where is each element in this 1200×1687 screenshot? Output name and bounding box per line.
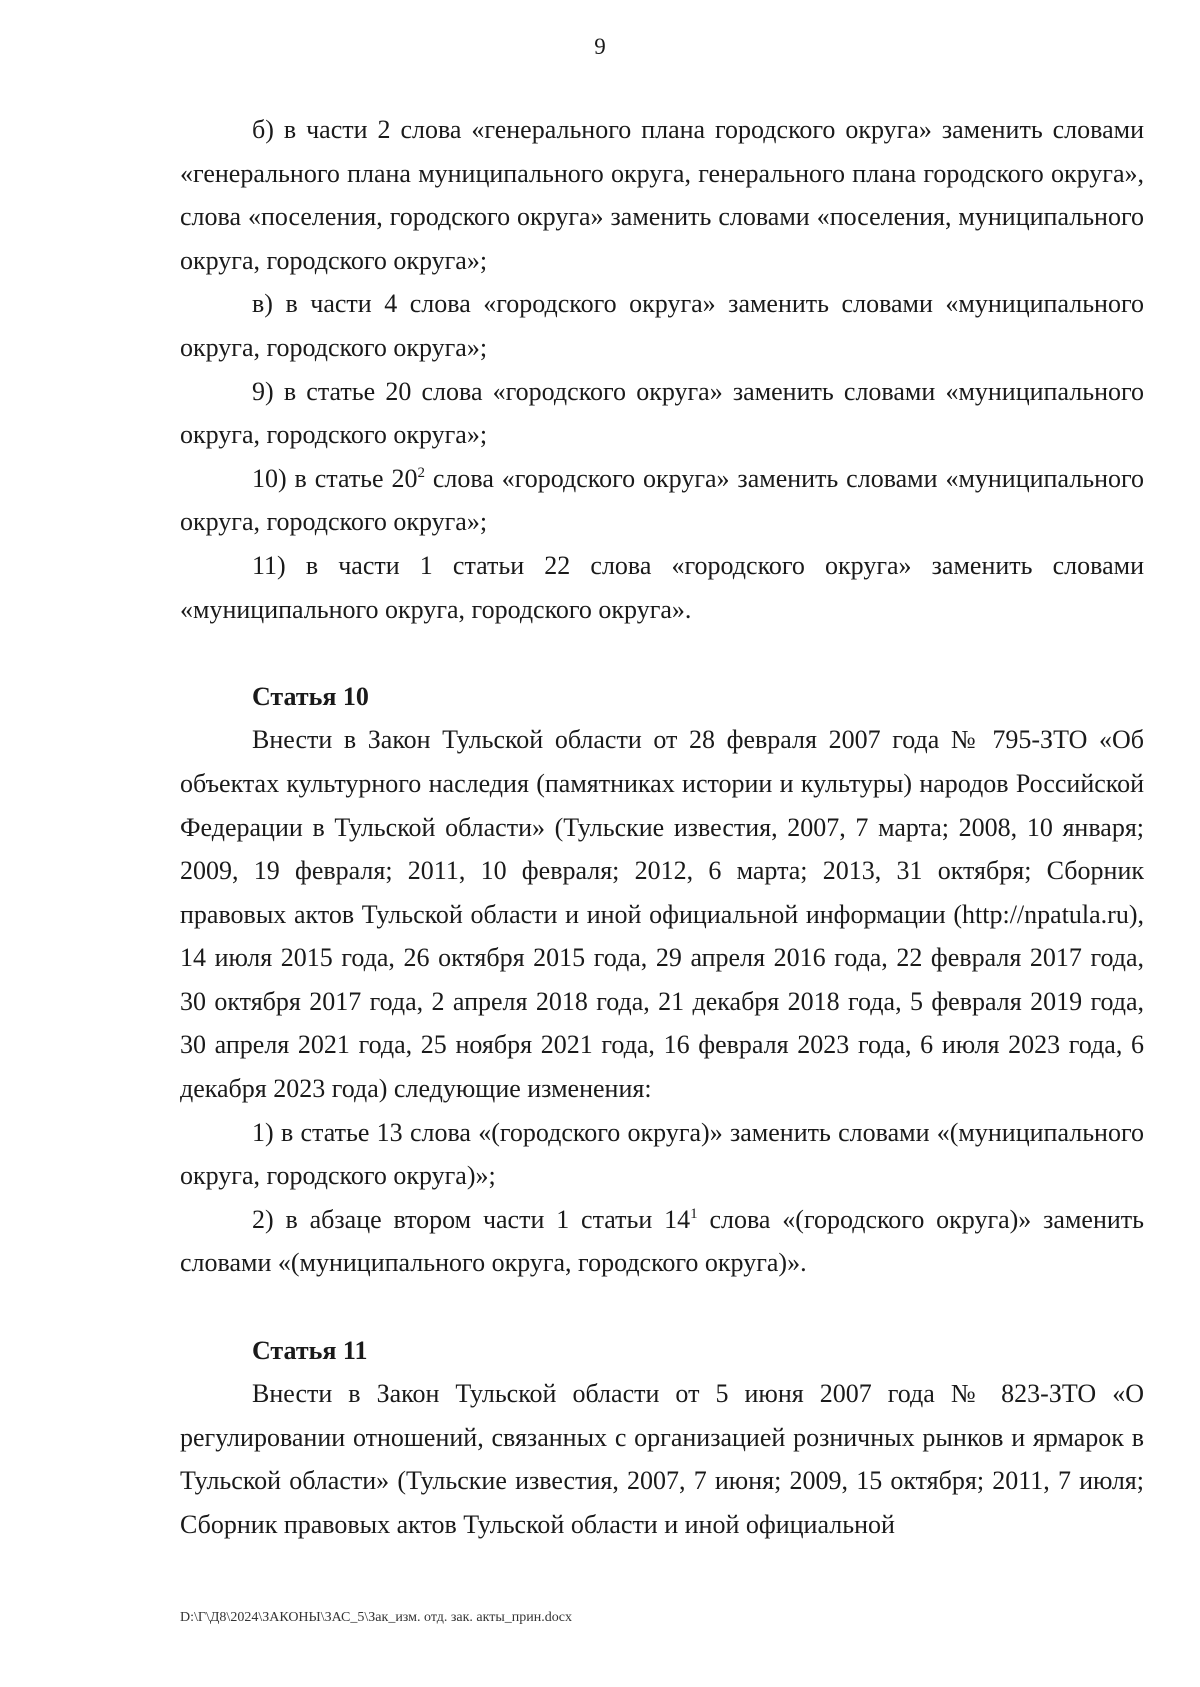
paragraph-v: в) в части 4 слова «городского округа» заменить словами «муниципального округа, городского округа»; [180, 289, 1144, 362]
item-10-text-start: 10) в статье 20 [252, 463, 418, 493]
item-10-text-end: слова «городского округа» заменить словами «муниципального округа, городского округа»; [180, 463, 1144, 537]
page-number: 9 [594, 34, 606, 59]
item-2-text-end: слова «(городского округа)» заменить словами «(муниципального округа, городского округа)». [180, 1204, 1145, 1278]
paragraph-item-11: 11) в части 1 статьи 22 слова «городского округа» заменить словами «муниципального округа, городского округа». [180, 550, 1144, 624]
article-11-intro: Внести в Закон Тульской области от 5 июня 2007 года № 823-ЗТО «О регулировании отношений, связанных с организацией розничных рынков и ярмарок в Тульской области» (Тульские известия, 2007, 7 июня; 2009, 15 октября; 2011, 7 июля; Сборник правовых актов Тульской области и иной официальной [180, 1379, 1144, 1539]
spacer [180, 631, 1144, 675]
spacer [180, 1285, 1144, 1329]
paragraph-item-9: 9) в статье 20 слова «городского округа» заменить словами «муниципального округа, городского округа»; [180, 376, 1144, 450]
article-10-item-2 [180, 1198, 1144, 1285]
article-11-heading: Статья 11 [252, 1335, 368, 1365]
item-2-text-start: 2) в абзаце втором части 1 статьи 14 [252, 1204, 691, 1234]
item-2-superscript: 1 [690, 1205, 698, 1222]
file-path-footer: D:\Г\Д8\2024\ЗАКОНЫ\ЗАС_5\Зак_изм. отд. зак. акты_прин.docx [180, 1610, 572, 1625]
paragraph-b: б) в части 2 слова «генерального плана городского округа» заменить словами «генерального плана муниципального округа, генерального плана городского округа», слова «поселения, городского округа» заменить словами «поселения, муниципального округа, городского округа»; [180, 115, 1144, 275]
article-10-heading: Статья 10 [252, 681, 369, 711]
item-10-superscript: 2 [417, 464, 425, 481]
article-10-item-1: 1) в статье 13 слова «(городского округа)» заменить словами «(муниципального округа, городского округа)»; [180, 1117, 1144, 1191]
document-body [180, 108, 1144, 1547]
paragraph-item-10 [180, 457, 1144, 544]
article-10-intro: Внести в Закон Тульской области от 28 февраля 2007 года № 795-ЗТО «Об объектах культурного наследия (памятниках истории и культуры) народов Российской Федерации в Тульской области» (Тульские известия, 2007, 7 марта; 2008, 10 января; 2009, 19 февраля; 2011, 10 февраля; 2012, 6 марта; 2013, 31 октября; Сборник правовых актов Тульской области и иной официальной информации (http://npatula.ru), 14 июля 2015 года, 26 октября 2015 года, 29 апреля 2016 года, 22 февраля 2017 года, 30 октября 2017 года, 2 апреля 2018 года, 21 декабря 2018 года, 5 февраля 2019 года, 30 апреля 2021 года, 25 ноября 2021 года, 16 февраля 2023 года, 6 июля 2023 года, 6 декабря 2023 года) следующие изменения: [180, 725, 1144, 1104]
